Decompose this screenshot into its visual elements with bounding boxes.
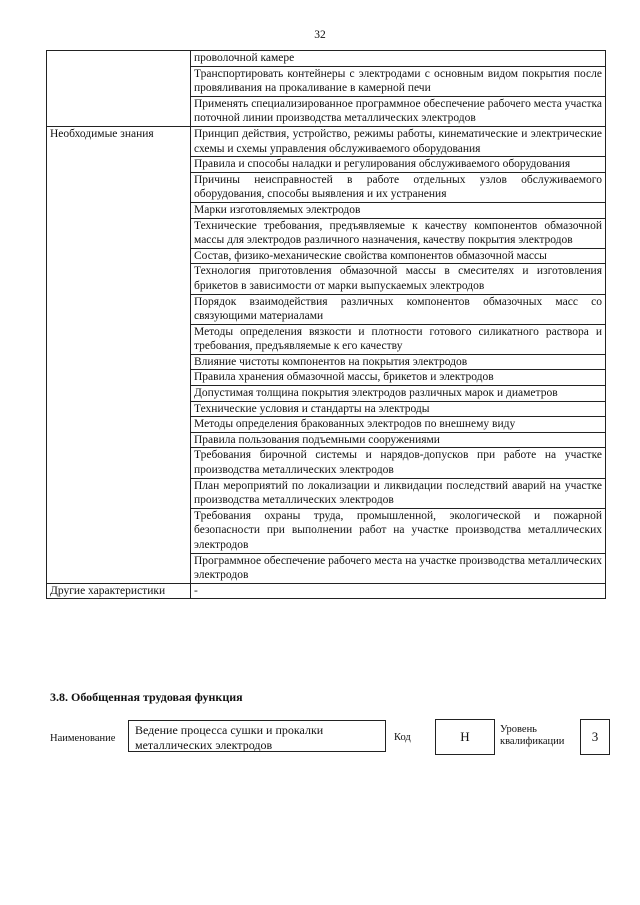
row-text: Допустимая толщина покрытия электродов различных марок и диаметров xyxy=(191,386,606,402)
function-name-box: Ведение процесса сушки и прокалки металлических электродов xyxy=(128,720,386,752)
row-text: Принцип действия, устройство, режимы работы, кинематические и электрические схемы и схемы управления обслуживаемого оборудования xyxy=(191,126,606,156)
other-characteristics-label: Другие характеристики xyxy=(47,583,191,599)
row-text: Требования бирочной системы и нарядов-допусков при работе на участке производства металлических электродов xyxy=(191,448,606,478)
row-text: План мероприятий по локализации и ликвидации последствий аварий на участке производства металлических электродов xyxy=(191,478,606,508)
table-row xyxy=(47,583,606,599)
row-text: Методы определения бракованных электродов по внешнему виду xyxy=(191,417,606,433)
row-text: - xyxy=(191,583,606,599)
qualification-level-label: Уровень квалификации xyxy=(500,724,565,747)
row-text: Методы определения вязкости и плотности готового силикатного раствора и требования, предъявляемые к его качеству xyxy=(191,324,606,354)
row-text: Технология приготовления обмазочной массы в смесителях и изготовления брикетов в зависимости от марки выпускаемых электродов xyxy=(191,264,606,294)
row-label xyxy=(47,51,191,127)
row-text: Влияние чистоты компонентов на покрытия электродов xyxy=(191,354,606,370)
table-row xyxy=(47,126,606,156)
row-text: Правила пользования подъемными сооружениями xyxy=(191,432,606,448)
row-text: проволочной камере xyxy=(191,51,606,67)
row-text: Порядок взаимодействия различных компонентов обмазочных масс со связующими материалами xyxy=(191,294,606,324)
knowledge-table xyxy=(46,50,606,599)
row-text: Причины неисправностей в работе отдельных узлов обслуживаемого оборудования, способы выявления и их устранения xyxy=(191,172,606,202)
code-label: Код xyxy=(394,732,411,743)
row-text: Марки изготовляемых электродов xyxy=(191,202,606,218)
row-text: Транспортировать контейнеры с электродами с основным видом покрытия после провяливания на прокаливание в камерной печи xyxy=(191,66,606,96)
qualification-level-box: 3 xyxy=(580,719,610,755)
row-text: Правила хранения обмазочной массы, брикетов и электродов xyxy=(191,370,606,386)
row-text: Применять специализированное программное обеспечение рабочего места участка поточной линии производства металлических электродов xyxy=(191,96,606,126)
code-box: H xyxy=(435,719,495,755)
row-text: Требования охраны труда, промышленной, экологической и пожарной безопасности при выполнении работ на участке производства металлических электродов xyxy=(191,508,606,553)
row-text: Технические требования, предъявляемые к качеству компонентов обмазочной массы для электродов различного назначения, качеству покрытия электродов xyxy=(191,218,606,248)
row-text: Программное обеспечение рабочего места на участке производства металлических электродов xyxy=(191,553,606,583)
required-knowledge-label: Необходимые знания xyxy=(47,126,191,583)
name-label: Наименование xyxy=(50,733,116,744)
page-number: 32 xyxy=(314,29,326,41)
table-row xyxy=(47,51,606,67)
row-text: Правила и способы наладки и регулирования обслуживаемого оборудования xyxy=(191,157,606,173)
section-heading: 3.8. Обобщенная трудовая функция xyxy=(50,690,243,704)
row-text: Технические условия и стандарты на электроды xyxy=(191,401,606,417)
row-text: Состав, физико-механические свойства компонентов обмазочной массы xyxy=(191,248,606,264)
